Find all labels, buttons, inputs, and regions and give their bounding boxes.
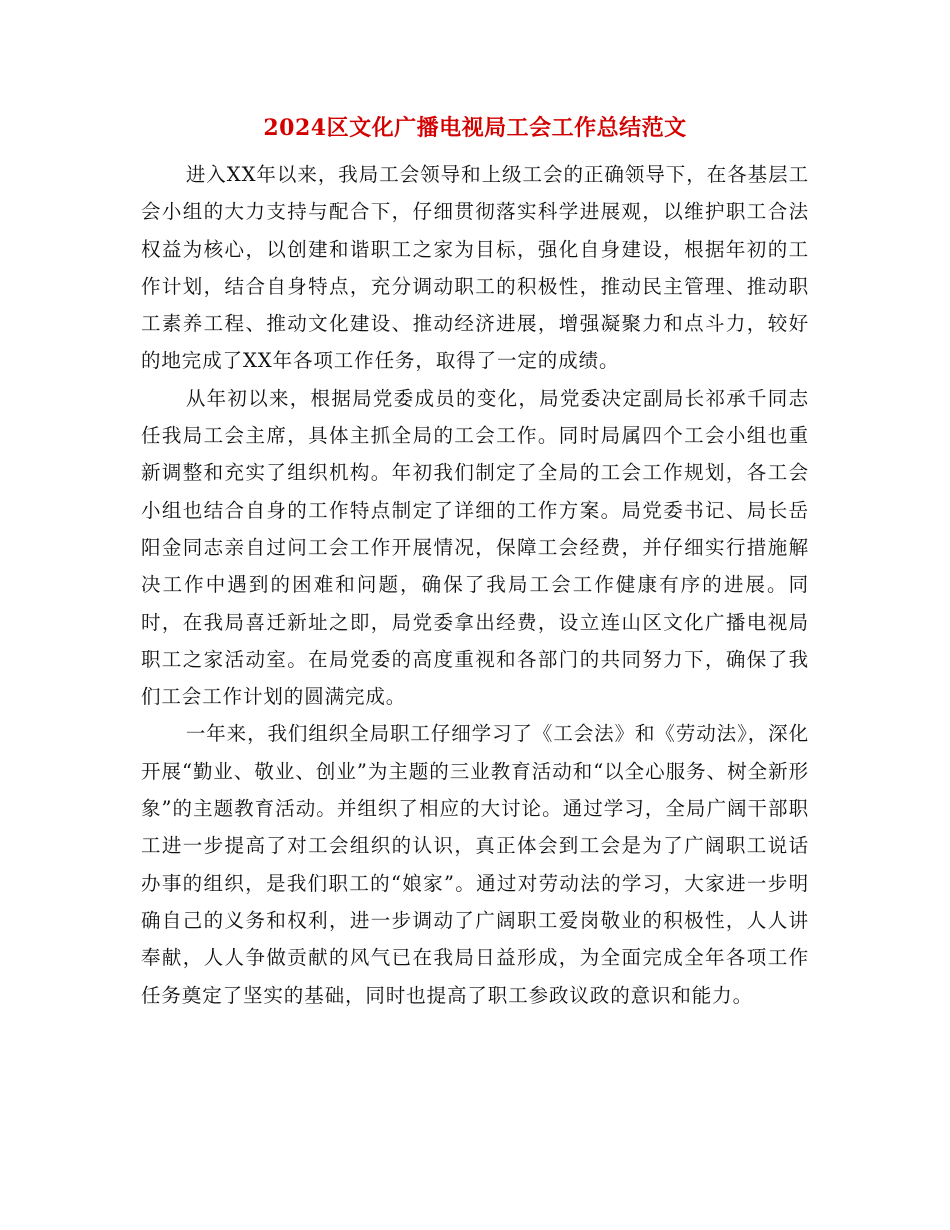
- paragraph-2: 从年初以来，根据局党委成员的变化，局党委决定副局长祁承千同志任我局工会主席，具体主抓全局的工会工作。同时局属四个工会小组也重新调整和充实了组织机构。年初我们制定了全局的工会工作规划，各工会小组也结合自身的工作特点制定了详细的工作方案。局党委书记、局长岳阳金同志亲自过问工会工作开展情况，保障工会经费，并仔细实行措施解决工作中遇到的困难和问题，确保了我局工会工作健康有序的进展。同时，在我局喜迁新址之即，局党委拿出经费，设立连山区文化广播电视局职工之家活动室。在局党委的高度重视和各部门的共同努力下，确保了我们工会工作计划的圆满完成。: [141, 386, 809, 709]
- paragraph-3: 一年来，我们组织全局职工仔细学习了《工会法》和《劳动法》，深化开展“勤业、敬业、创业”为主题的三业教育活动和“以全心服务、树全新形象”的主题教育活动。并组织了相应的大讨论。通过学习，全局广阔干部职工进一步提高了对工会组织的认识，真正体会到工会是为了广阔职工说话办事的组织，是我们职工的“娘家”。通过对劳动法的学习，大家进一步明确自己的义务和权利，进一步调动了广阔职工爱岗敬业的积极性，人人讲奉献，人人争做贡献的风气已在我局日益形成，为全面完成全年各项工作任务奠定了坚实的基础，同时也提高了职工参政议政的意识和能力。: [141, 722, 809, 1007]
- document-body: [141, 156, 809, 1014]
- paragraph-1: 进入XX年以来，我局工会领导和上级工会的正确领导下，在各基层工会小组的大力支持与配合下，仔细贯彻落实科学进展观，以维护职工合法权益为核心，以创建和谐职工之家为目标，强化自身建设，根据年初的工作计划，结合自身特点，充分调动职工的积极性，推动民主管理、推动职工素养工程、推动文化建设、推动经济进展，增强凝聚力和点斗力，较好的地完成了XX年各项工作任务，取得了一定的成绩。: [141, 163, 809, 373]
- document-title: 2024区文化广播电视局工会工作总结范文: [263, 115, 687, 141]
